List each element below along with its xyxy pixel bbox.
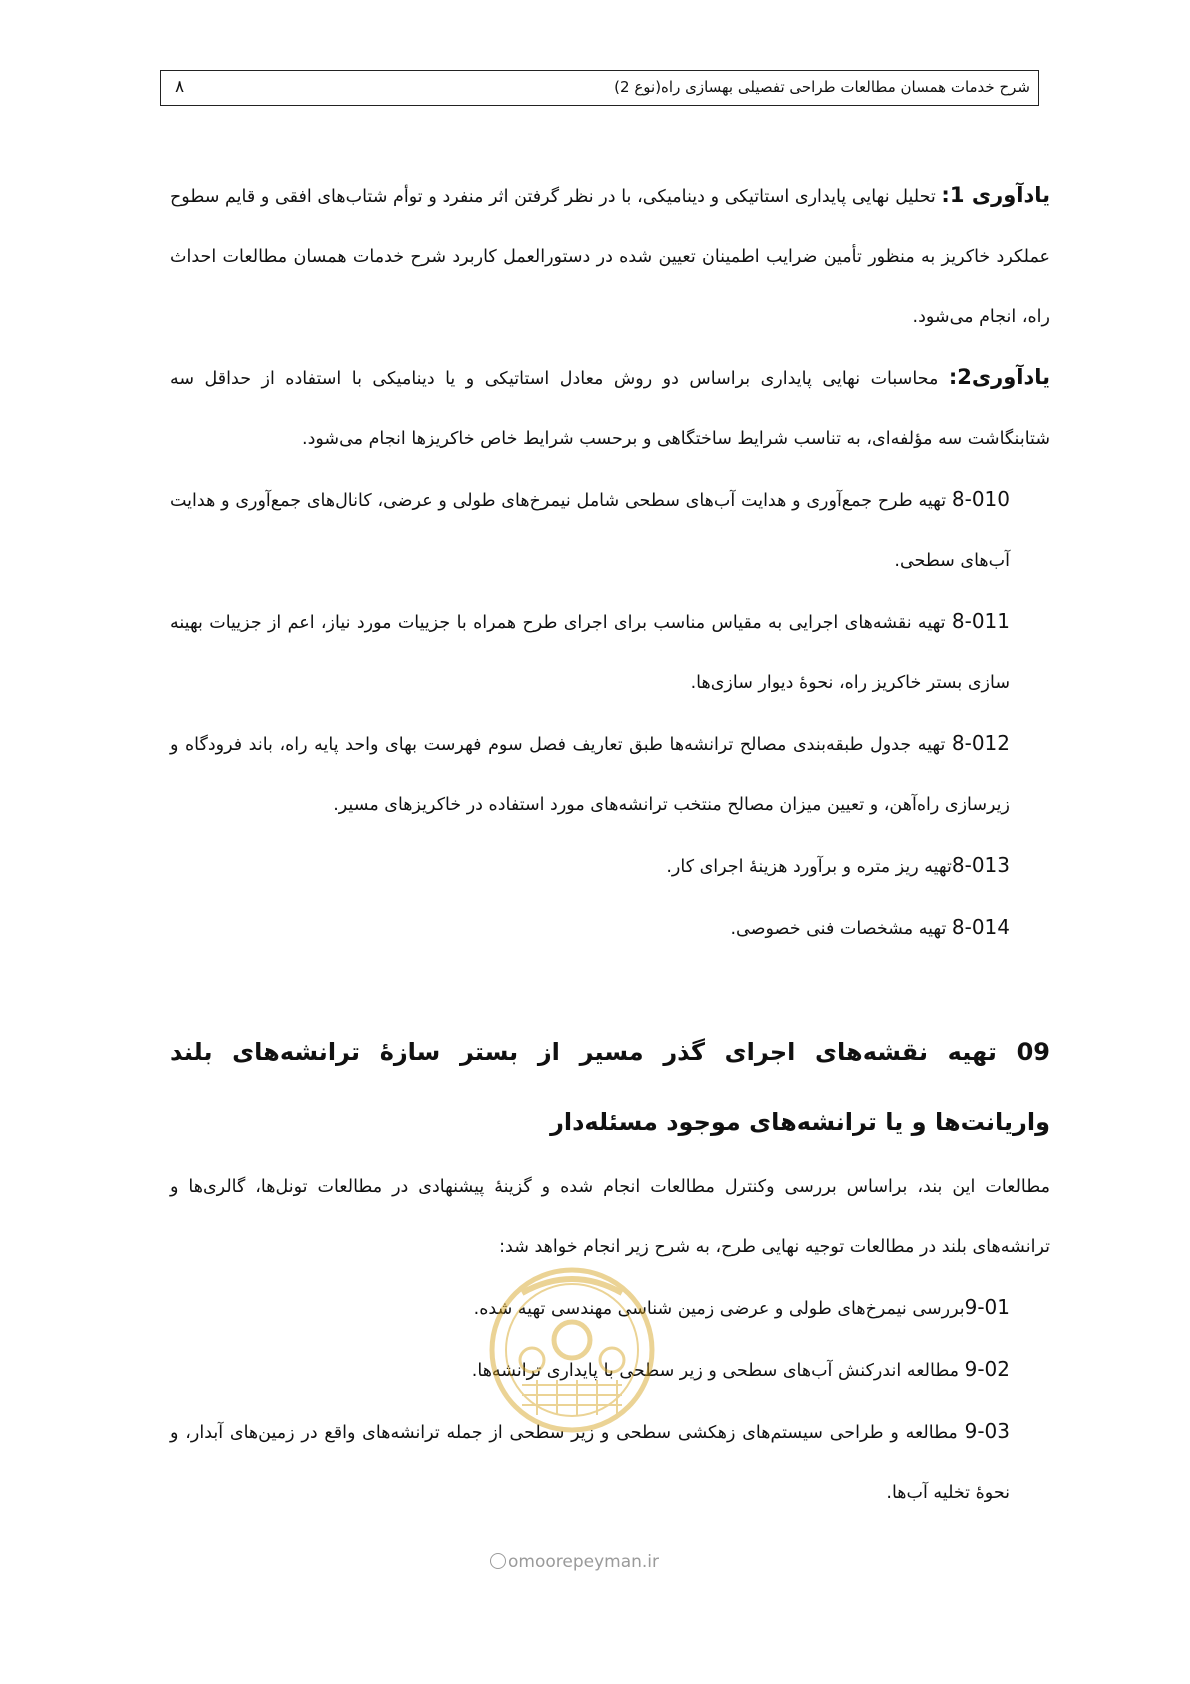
section-intro: مطالعات این بند، براساس بررسی وکنترل مطالعات انجام شده و گزینهٔ پیشنهادی در مطالعات تونل‌ها، گالری‌ها و ترانشه‌های بلند در مطالعات توجیه نهایی طرح، به شرح زیر انجام خواهد شد: bbox=[170, 1177, 1050, 1257]
item-text: تهیه ریز متره و برآورد هزینهٔ اجرای کار. bbox=[666, 857, 952, 877]
item-text: مطالعه اندرکنش آب‌های سطحی و زیر سطحی با پایداری ترانشه‌ها. bbox=[471, 1361, 965, 1381]
watermark-site-text: omoorepeyman.ir bbox=[508, 1552, 660, 1572]
page-header bbox=[160, 70, 1039, 106]
item-number: 9-01 bbox=[964, 1295, 1010, 1319]
item-number: 8-014 bbox=[951, 915, 1010, 939]
header-title: شرح خدمات همسان مطالعات طراحی تفصیلی بهسازی راه(نوع 2) bbox=[614, 78, 1030, 96]
item-8-011 bbox=[170, 591, 1050, 713]
item-number: 8-010 bbox=[951, 487, 1010, 511]
reminder-1-text: تحلیل نهایی پایداری استاتیکی و دینامیکی، با در نظر گرفتن اثر منفرد و توأم شتاب‌های افقی و قایم سطوح عملکرد خاکریز به منظور تأمین ضرایب اطمینان تعیین شده در دستورالعمل کاربرد شرح خدمات همسان مطالعات احداث راه، انجام می‌شود. bbox=[170, 187, 1050, 327]
item-8-012 bbox=[170, 713, 1050, 835]
item-text: مطالعه و طراحی سیستم‌های زهکشی سطحی و زیر سطحی از جمله ترانشه‌های واقع در زمین‌های آبدار، و نحوهٔ تخلیه آب‌ها. bbox=[170, 1423, 1010, 1503]
reminder-1 bbox=[170, 165, 1050, 347]
globe-icon bbox=[490, 1553, 506, 1569]
item-number: 9-03 bbox=[964, 1419, 1010, 1443]
item-text: بررسی نیمرخ‌های طولی و عرضی زمین شناسی مهندسی تهیه شده. bbox=[473, 1299, 965, 1319]
watermark-logo bbox=[482, 1245, 662, 1455]
page-number: ٨ bbox=[175, 77, 185, 97]
item-8-014 bbox=[170, 897, 1050, 959]
item-number: 8-012 bbox=[951, 731, 1010, 755]
item-text: تهیه نقشه‌های اجرایی به مقیاس مناسب برای اجرای طرح همراه با جزییات مورد نیاز، اعم از جزییات بهینه سازی بستر خاکریز راه، نحوهٔ دیوار سازی‌ها. bbox=[170, 613, 1010, 693]
reminder-2-text: محاسبات نهایی پایداری براساس دو روش معادل استاتیکی و یا دینامیکی با استفاده از حداقل سه شتابنگاشت سه مؤلفه‌ای، به تناسب شرایط ساختگاهی و برحسب شرایط خاص خاکریزها انجام می‌شود. bbox=[170, 369, 1050, 449]
reminder-2-label: یادآوری2: bbox=[948, 365, 1050, 389]
item-number: 8-013 bbox=[951, 853, 1010, 877]
item-8-013 bbox=[170, 835, 1050, 897]
item-text: تهیه جدول طبقه‌بندی مصالح ترانشه‌ها طبق تعاریف فصل سوم فهرست بهای واحد پایه راه، باند فرودگاه و زیرسازی راه‌آهن، و تعیین میزان مصالح منتخب ترانشه‌های مورد استفاده در خاکریزهای مسیر. bbox=[170, 735, 1010, 815]
item-number: 8-011 bbox=[951, 609, 1010, 633]
watermark-site bbox=[490, 1552, 659, 1572]
item-text: تهیه مشخصات فنی خصوصی. bbox=[730, 919, 952, 939]
reminder-1-label: یادآوری 1: bbox=[941, 183, 1050, 207]
item-8-010 bbox=[170, 469, 1050, 591]
item-text: تهیه طرح جمع‌آوری و هدایت آب‌های سطحی شامل نیمرخ‌های طولی و عرضی، کانال‌های جمع‌آوری و هدایت آب‌های سطحی. bbox=[170, 491, 1010, 571]
item-number: 9-02 bbox=[964, 1357, 1010, 1381]
section-heading: 09 تهیه نقشه‌های اجرای گذر مسیر از بستر سازهٔ ترانشه‌های بلند واریانت‌ها و یا ترانشه‌های موجود مسئله‌دار bbox=[170, 1038, 1050, 1136]
reminder-2 bbox=[170, 347, 1050, 469]
